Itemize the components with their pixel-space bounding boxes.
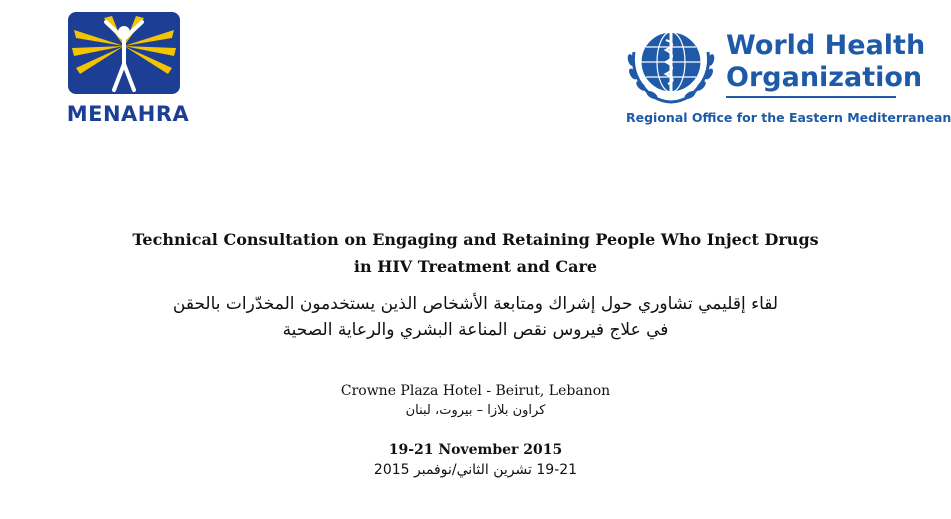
title-arabic-line2: في علاج فيروس نقص المناعة البشري والرعاية الصحية	[282, 320, 669, 340]
menahra-wordmark: MENAHRA	[66, 102, 190, 126]
title-english-line1: Technical Consultation on Engaging and Retaining People Who Inject Drugs	[132, 230, 819, 249]
venue-english: Crowne Plaza Hotel - Beirut, Lebanon	[340, 383, 611, 399]
dates-arabic: 19-21 تشرين الثاني/نوفمبر 2015	[373, 462, 578, 478]
who-divider	[726, 96, 896, 98]
who-name-line2: Organization	[726, 62, 923, 93]
who-emblem-icon	[622, 22, 720, 108]
title-arabic-line1: لقاء إقليمي تشاوري حول إشراك ومتابعة الأشخاص الذين يستخدمون المخدّرات بالحقن	[172, 294, 779, 314]
who-region-label: Regional Office for the Eastern Mediterranean	[626, 110, 951, 125]
who-name-line1: World Health	[726, 30, 926, 61]
venue-arabic: كراون بلازا – بيروت، لبنان	[405, 403, 546, 418]
dates-english: 19-21 November 2015	[388, 442, 563, 458]
who-logo	[622, 20, 951, 130]
who-name	[726, 30, 925, 94]
menahra-logo	[58, 12, 198, 126]
menahra-emblem-icon	[64, 12, 184, 94]
title-english-line2: in HIV Treatment and Care	[353, 257, 598, 276]
